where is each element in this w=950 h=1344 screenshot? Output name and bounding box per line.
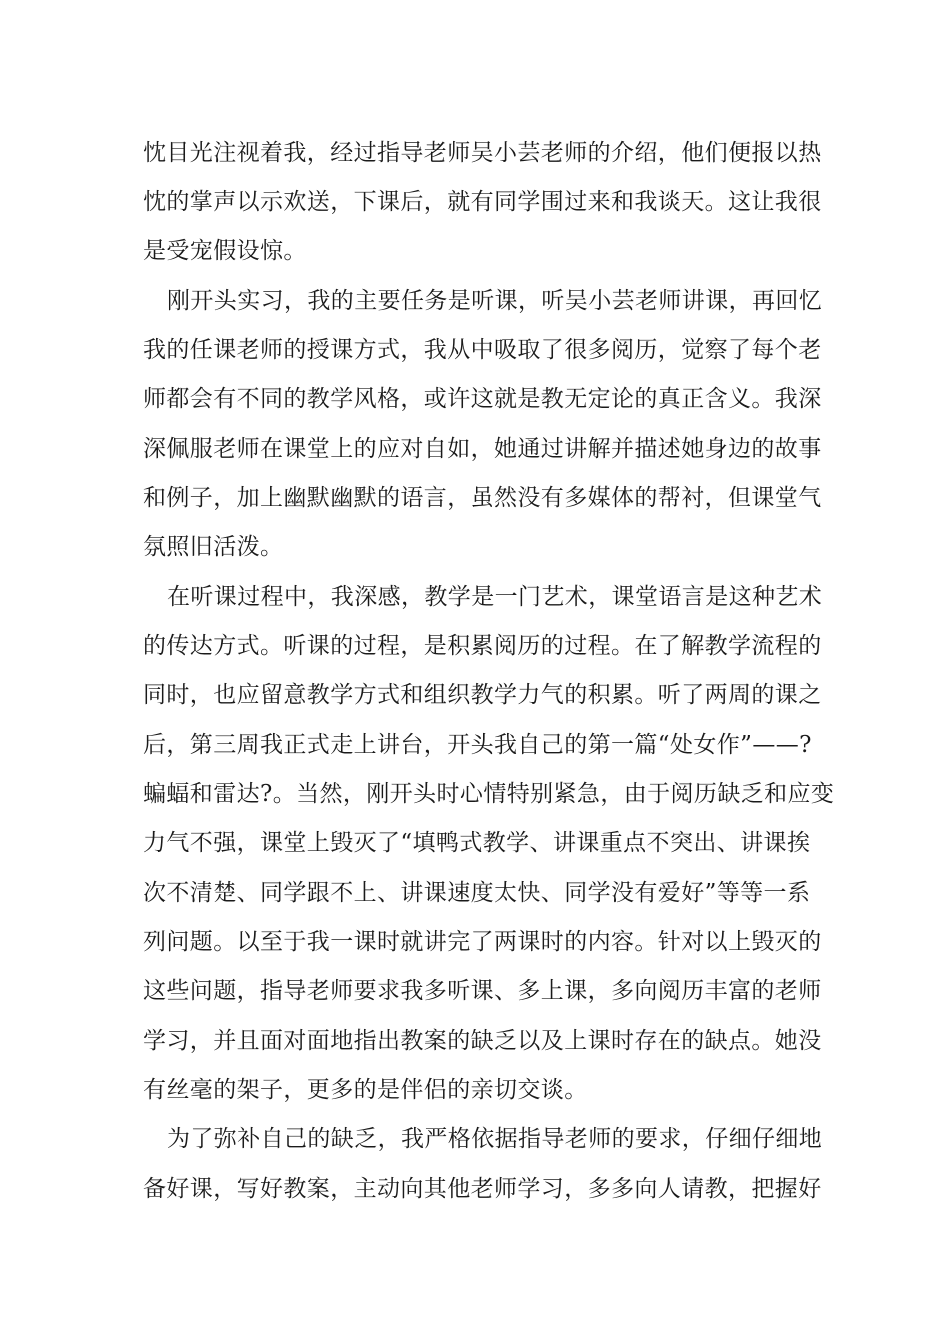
text-line: 备好课，写好教案，主动向其他老师学习，多多向人请教，把握好 xyxy=(143,1176,822,1202)
text-line: 力气不强，课堂上毁灭了“填鸭式教学、讲课重点不突出、讲课挨 xyxy=(143,830,811,856)
text-line: 学习，并且面对面地指出教案的缺乏以及上课时存在的缺点。她没 xyxy=(143,1028,822,1054)
text-line: 次不清楚、同学跟不上、讲课速度太快、同学没有爱好”等等一系 xyxy=(143,880,811,906)
text-line: 师都会有不同的教学风格，或许这就是教无定论的真正含义。我深 xyxy=(143,386,822,412)
text-line: 蝙蝠和雷达?。当然，刚开头时心情特别紧急，由于阅历缺乏和应变 xyxy=(143,781,835,807)
text-line: 忱目光注视着我，经过指导老师吴小芸老师的介绍，他们便报以热 xyxy=(143,140,822,166)
text-line: 有丝毫的架子，更多的是伴侣的亲切交谈。 xyxy=(143,1077,588,1103)
text-line: 同时，也应留意教学方式和组织教学力气的积累。听了两周的课之 xyxy=(143,682,822,708)
text-line: 和例子，加上幽默幽默的语言，虽然没有多媒体的帮衬，但课堂气 xyxy=(143,485,822,511)
paragraph-start-line: 刚开头实习，我的主要任务是听课，听吴小芸老师讲课，再回忆 xyxy=(167,288,823,314)
text-line: 我的任课老师的授课方式，我从中吸取了很多阅历，觉察了每个老 xyxy=(143,337,822,363)
text-line: 的传达方式。听课的过程，是积累阅历的过程。在了解教学流程的 xyxy=(143,633,822,659)
paragraph-start-line: 在听课过程中，我深感，教学是一门艺术，课堂语言是这种艺术 xyxy=(167,584,823,610)
text-line: 这些问题，指导老师要求我多听课、多上课，多向阅历丰富的老师 xyxy=(143,978,822,1004)
text-line: 氛照旧活泼。 xyxy=(143,534,284,560)
text-line: 后，第三周我正式走上讲台，开头我自己的第一篇“处女作”——? xyxy=(143,732,812,758)
text-line: 列问题。以至于我一课时就讲完了两课时的内容。针对以上毁灭的 xyxy=(143,929,822,955)
text-line: 是受宠假设惊。 xyxy=(143,238,307,264)
paragraph-start-line: 为了弥补自己的缺乏，我严格依据指导老师的要求，仔细仔细地 xyxy=(167,1126,823,1152)
text-line: 深佩服老师在课堂上的应对自如，她通过讲解并描述她身边的故事 xyxy=(143,436,822,462)
text-line: 忱的掌声以示欢送，下课后，就有同学围过来和我谈天。这让我很 xyxy=(143,189,822,215)
